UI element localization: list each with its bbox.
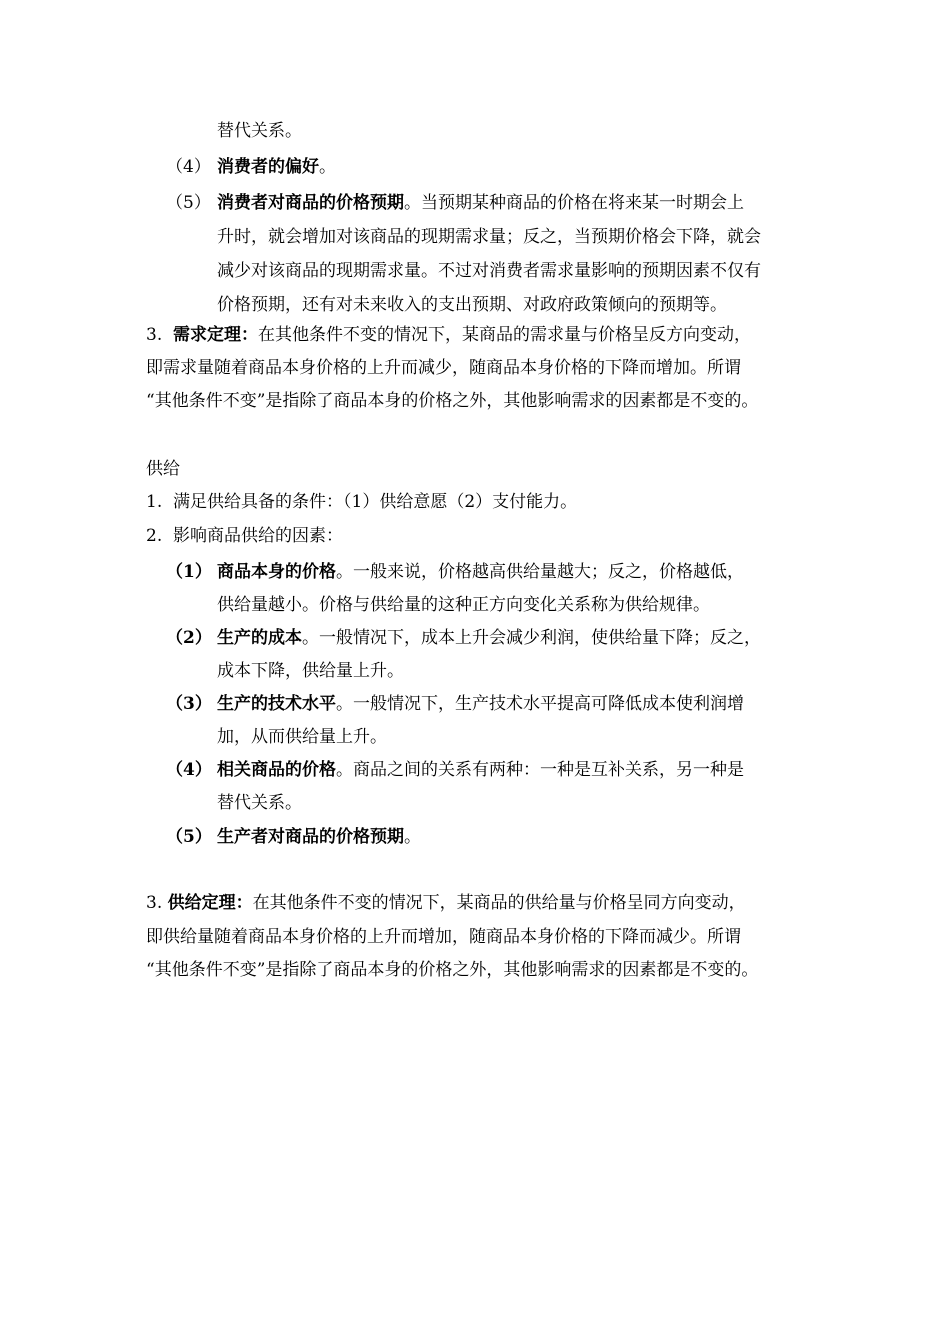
supply-law-line1 xyxy=(146,892,746,914)
supply-factor2-line1-rest: 。一般情况下，成本上升会减少利润，使供给量下降；反之， xyxy=(302,628,761,648)
demand-item5-line4: 价格预期，还有对未来收入的支出预期、对政府政策倾向的预期等。 xyxy=(217,295,727,315)
supply-factor1-title: 商品本身的价格 xyxy=(217,562,336,582)
demand-item5-line1 xyxy=(217,192,744,214)
supply-factor3-line1 xyxy=(217,693,744,715)
supply-factor4-title: 相关商品的价格 xyxy=(217,760,336,780)
supply-factor1-line1 xyxy=(217,561,744,583)
supply-law-number: 3. xyxy=(146,893,163,913)
demand-item4 xyxy=(217,156,336,178)
demand-item3-tail: 替代关系。 xyxy=(217,121,302,141)
supply-factor4-line1 xyxy=(217,759,744,781)
supply-point1-text: 满足供给具备的条件：（1）供给意愿（2）支付能力。 xyxy=(173,492,578,512)
demand-item5-marker: （5） xyxy=(166,193,211,213)
demand-law-line2: 即需求量随着商品本身价格的上升而减少，随商品本身价格的下降而增加。所谓 xyxy=(146,358,741,378)
supply-law-title: 供给定理： xyxy=(167,893,253,913)
supply-factor3-line2: 加，从而供给量上升。 xyxy=(217,727,387,747)
supply-heading: 供给 xyxy=(146,459,180,479)
supply-factor4-line1-rest: 。商品之间的关系有两种：一种是互补关系，另一种是 xyxy=(336,760,744,780)
demand-item5-line2: 升时，就会增加对该商品的现期需求量；反之，当预期价格会下降，就会 xyxy=(217,227,761,247)
supply-point2-number: 2. xyxy=(146,526,163,546)
supply-point2-text: 影响商品供给的因素： xyxy=(173,526,344,546)
demand-item4-marker: （4） xyxy=(166,157,211,177)
supply-factor2-line2: 成本下降，供给量上升。 xyxy=(217,661,404,681)
supply-factor5-title: 生产者对商品的价格预期 xyxy=(217,827,404,847)
supply-factor4-line2: 替代关系。 xyxy=(217,793,302,813)
demand-law-line3: “其他条件不变”是指除了商品本身的价格之外，其他影响需求的因素都是不变的。 xyxy=(146,391,759,411)
supply-factor3-title: 生产的技术水平 xyxy=(217,694,336,714)
supply-factor3-line1-rest: 。一般情况下，生产技术水平提高可降低成本使利润增 xyxy=(336,694,744,714)
supply-factor1-marker: （1） xyxy=(166,562,212,582)
supply-point1-number: 1. xyxy=(146,492,163,512)
supply-factor5-line1 xyxy=(217,826,421,848)
supply-factor2-title: 生产的成本 xyxy=(217,628,302,648)
demand-item5-line3: 减少对该商品的现期需求量。不过对消费者需求量影响的预期因素不仅有 xyxy=(217,261,761,281)
supply-law-line3: “其他条件不变”是指除了商品本身的价格之外，其他影响需求的因素都是不变的。 xyxy=(146,960,759,980)
supply-point2 xyxy=(146,525,343,547)
demand-item5-title: 消费者对商品的价格预期 xyxy=(217,193,404,213)
supply-factor3-marker: （3） xyxy=(166,694,212,714)
supply-law-line1-rest: 在其他条件不变的情况下，某商品的供给量与价格呈同方向变动， xyxy=(252,893,746,913)
supply-factor2-line1 xyxy=(217,627,761,649)
supply-factor2-marker: （2） xyxy=(166,628,212,648)
demand-law-number: 3. xyxy=(146,325,163,345)
supply-factor5-line1-rest: 。 xyxy=(404,827,421,847)
demand-item4-rest: 。 xyxy=(319,157,336,177)
demand-law-line1-rest: 在其他条件不变的情况下，某商品的需求量与价格呈反方向变动， xyxy=(258,325,752,345)
demand-item4-title: 消费者的偏好 xyxy=(217,157,319,177)
supply-point1 xyxy=(146,491,577,513)
supply-factor1-line2: 供给量越小。价格与供给量的这种正方向变化关系称为供给规律。 xyxy=(217,595,710,615)
supply-factor5-marker: （5） xyxy=(166,827,212,847)
supply-factor4-marker: （4） xyxy=(166,760,212,780)
demand-item5-line1-rest: 。当预期某种商品的价格在将来某一时期会上 xyxy=(404,193,744,213)
supply-factor1-line1-rest: 。一般来说，价格越高供给量越大；反之，价格越低， xyxy=(336,562,744,582)
demand-law-line1 xyxy=(146,324,751,346)
demand-law-title: 需求定理： xyxy=(173,325,259,345)
supply-law-line2: 即供给量随着商品本身价格的上升而增加，随商品本身价格的下降而减少。所谓 xyxy=(146,927,741,947)
